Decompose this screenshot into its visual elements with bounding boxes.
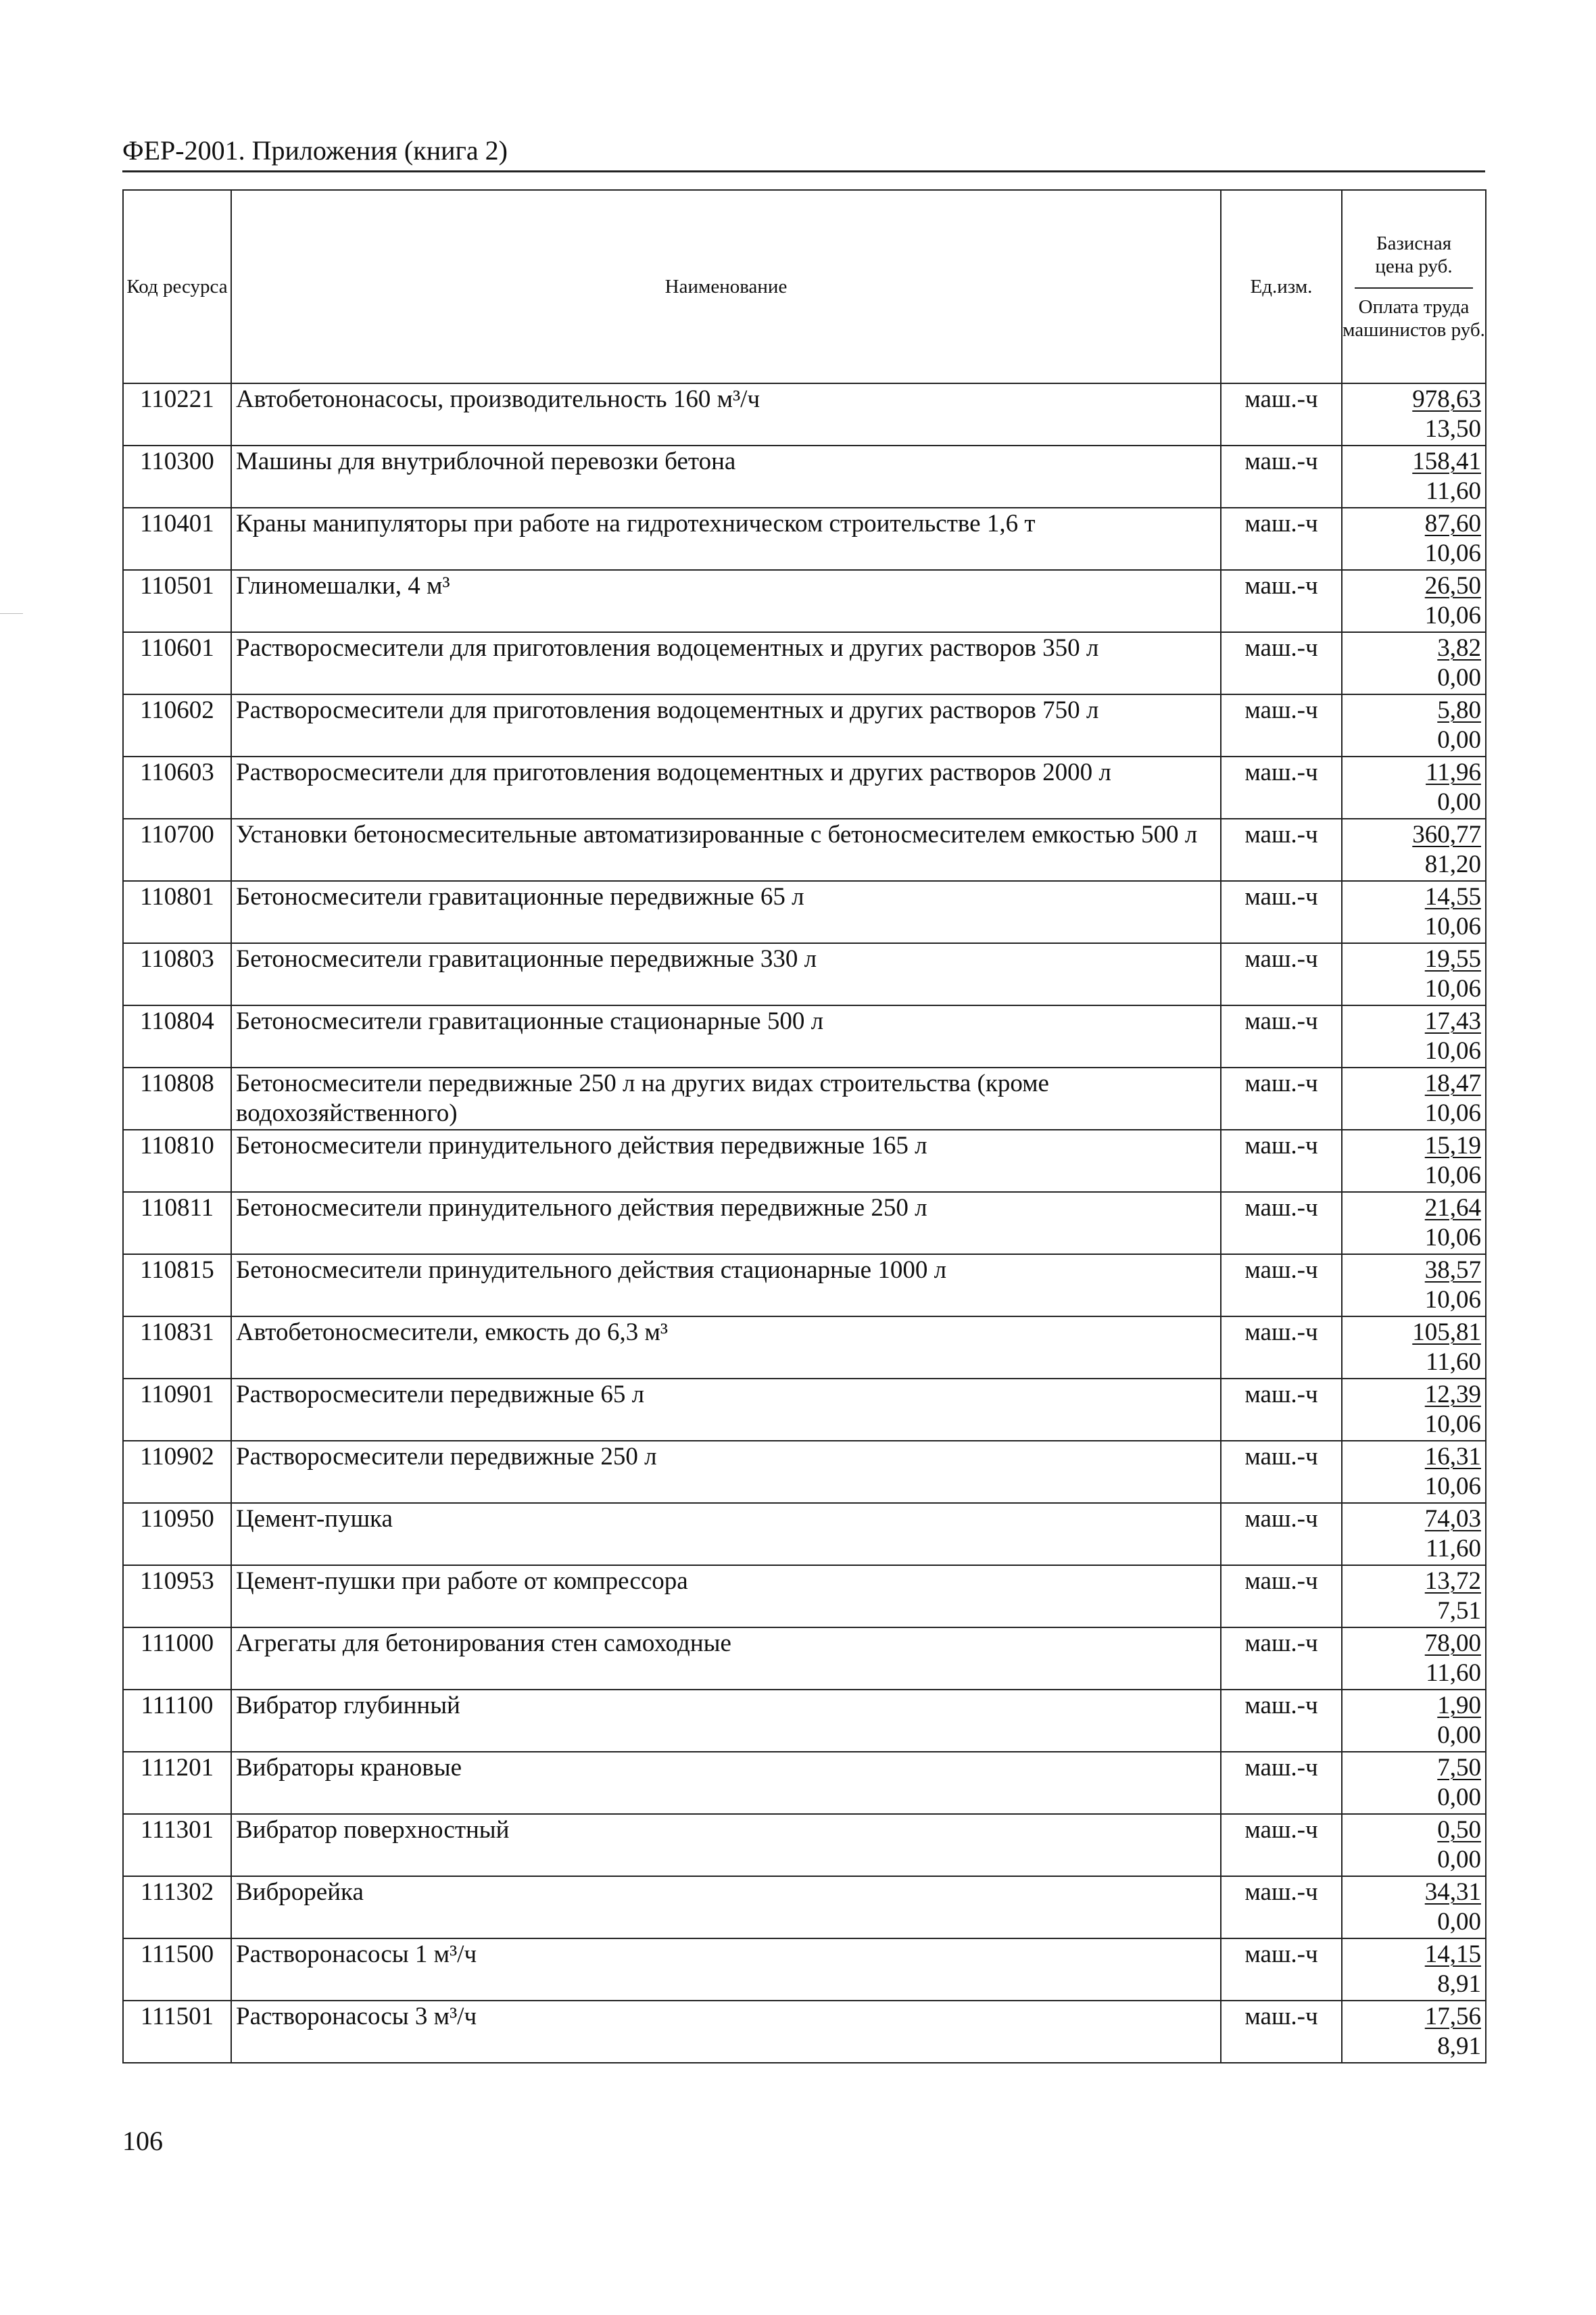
resource-name: Виброрейка (231, 1876, 1221, 1938)
resource-code: 110902 (123, 1441, 231, 1503)
table-row (123, 1192, 1486, 1254)
price-cell (1342, 632, 1486, 694)
table-header-row (123, 190, 1486, 383)
page-number: 106 (122, 2126, 163, 2156)
resource-name: Бетоносмесители принудительного действия стационарные 1000 л (231, 1254, 1221, 1316)
price-cell (1342, 1565, 1486, 1627)
resource-code: 110221 (123, 383, 231, 446)
price-cell (1342, 1752, 1486, 1814)
operator-wage: 10,06 (1424, 602, 1481, 629)
operator-wage: 81,20 (1424, 851, 1481, 878)
base-price: 13,72 (1424, 1567, 1481, 1595)
resource-name: Растворосмесители передвижные 65 л (231, 1379, 1221, 1441)
resource-name: Растворонасосы 3 м³/ч (231, 2001, 1221, 2063)
base-price: 0,50 (1437, 1816, 1481, 1844)
price-cell (1342, 508, 1486, 570)
base-price: 1,90 (1437, 1692, 1481, 1719)
resource-code: 110602 (123, 694, 231, 757)
resource-name: Цемент-пушка (231, 1503, 1221, 1565)
operator-wage: 0,00 (1437, 1721, 1481, 1749)
price-cell (1342, 1441, 1486, 1503)
base-price: 17,43 (1424, 1007, 1481, 1035)
operator-wage: 10,06 (1424, 1410, 1481, 1438)
base-price: 38,57 (1424, 1256, 1481, 1284)
base-price: 19,55 (1424, 945, 1481, 973)
unit-of-measure: маш.-ч (1221, 1814, 1342, 1876)
price-cell (1342, 1814, 1486, 1876)
table-row (123, 943, 1486, 1005)
unit-of-measure: маш.-ч (1221, 383, 1342, 446)
unit-of-measure: маш.-ч (1221, 1005, 1342, 1068)
resource-name: Глиномешалки, 4 м³ (231, 570, 1221, 632)
table-row (123, 1565, 1486, 1627)
resource-code: 111301 (123, 1814, 231, 1876)
operator-wage: 10,06 (1424, 1224, 1481, 1251)
price-cell (1342, 446, 1486, 508)
base-price: 21,64 (1424, 1194, 1481, 1222)
resource-name: Вибратор глубинный (231, 1690, 1221, 1752)
unit-of-measure: маш.-ч (1221, 943, 1342, 1005)
table-row (123, 508, 1486, 570)
table-row (123, 1690, 1486, 1752)
price-cell (1342, 2001, 1486, 2063)
operator-wage: 10,06 (1424, 1037, 1481, 1065)
resource-code: 110811 (123, 1192, 231, 1254)
unit-of-measure: маш.-ч (1221, 1130, 1342, 1192)
resource-code: 110831 (123, 1316, 231, 1379)
unit-of-measure: маш.-ч (1221, 1441, 1342, 1503)
table-row (123, 757, 1486, 819)
price-cell (1342, 881, 1486, 943)
resource-name: Вибратор поверхностный (231, 1814, 1221, 1876)
unit-of-measure: маш.-ч (1221, 819, 1342, 881)
resource-code: 110810 (123, 1130, 231, 1192)
unit-of-measure: маш.-ч (1221, 1627, 1342, 1690)
table-row (123, 881, 1486, 943)
resource-name: Бетоносмесители гравитационные передвижные 65 л (231, 881, 1221, 943)
resource-code: 110950 (123, 1503, 231, 1565)
resource-code: 111302 (123, 1876, 231, 1938)
operator-wage: 7,51 (1437, 1597, 1481, 1625)
resource-code: 110401 (123, 508, 231, 570)
resource-name: Бетоносмесители гравитационные стационарные 500 л (231, 1005, 1221, 1068)
unit-of-measure: маш.-ч (1221, 881, 1342, 943)
header-wage: Оплата труда машинистов руб. (1343, 296, 1485, 341)
operator-wage: 0,00 (1437, 1846, 1481, 1874)
price-cell (1342, 943, 1486, 1005)
resource-code: 110603 (123, 757, 231, 819)
base-price: 105,81 (1412, 1318, 1481, 1346)
price-cell (1342, 1690, 1486, 1752)
price-table (122, 189, 1486, 2063)
resource-name: Автобетононасосы, производительность 160 м³/ч (231, 383, 1221, 446)
unit-of-measure: маш.-ч (1221, 1565, 1342, 1627)
price-cell (1342, 1379, 1486, 1441)
resource-name: Агрегаты для бетонирования стен самоходные (231, 1627, 1221, 1690)
base-price: 14,15 (1424, 1940, 1481, 1968)
table-row (123, 1130, 1486, 1192)
price-cell (1342, 383, 1486, 446)
unit-of-measure: маш.-ч (1221, 1068, 1342, 1130)
unit-of-measure: маш.-ч (1221, 1192, 1342, 1254)
base-price: 11,96 (1426, 759, 1481, 786)
table-row (123, 1814, 1486, 1876)
price-cell (1342, 1503, 1486, 1565)
resource-code: 110815 (123, 1254, 231, 1316)
unit-of-measure: маш.-ч (1221, 1503, 1342, 1565)
resource-code: 110700 (123, 819, 231, 881)
price-cell (1342, 1005, 1486, 1068)
resource-code: 110300 (123, 446, 231, 508)
operator-wage: 0,00 (1437, 1784, 1481, 1811)
table-row (123, 694, 1486, 757)
price-cell (1342, 694, 1486, 757)
resource-name: Растворосмесители для приготовления водоцементных и других растворов 750 л (231, 694, 1221, 757)
resource-name: Цемент-пушки при работе от компрессора (231, 1565, 1221, 1627)
resource-code: 111000 (123, 1627, 231, 1690)
operator-wage: 10,06 (1424, 913, 1481, 940)
table-row (123, 1876, 1486, 1938)
operator-wage: 0,00 (1437, 664, 1481, 692)
operator-wage: 8,91 (1437, 1970, 1481, 1998)
resource-name: Машины для внутриблочной перевозки бетона (231, 446, 1221, 508)
base-price: 17,56 (1424, 2003, 1481, 2030)
table-row (123, 1005, 1486, 1068)
unit-of-measure: маш.-ч (1221, 446, 1342, 508)
base-price: 5,80 (1437, 696, 1481, 724)
resource-name: Бетоносмесители передвижные 250 л на других видах строительства (кроме водохозяйственного) (231, 1068, 1221, 1130)
price-cell (1342, 1876, 1486, 1938)
operator-wage: 10,06 (1424, 1162, 1481, 1189)
unit-of-measure: маш.-ч (1221, 1938, 1342, 2001)
base-price: 7,50 (1437, 1754, 1481, 1782)
resource-code: 111201 (123, 1752, 231, 1814)
header-price (1342, 190, 1486, 383)
price-cell (1342, 1254, 1486, 1316)
table-row (123, 1627, 1486, 1690)
base-price: 87,60 (1424, 510, 1481, 538)
resource-code: 110501 (123, 570, 231, 632)
base-price: 14,55 (1424, 883, 1481, 911)
unit-of-measure: маш.-ч (1221, 1876, 1342, 1938)
table-row (123, 1938, 1486, 2001)
unit-of-measure: маш.-ч (1221, 508, 1342, 570)
resource-code: 111100 (123, 1690, 231, 1752)
base-price: 158,41 (1412, 448, 1481, 475)
operator-wage: 11,60 (1426, 477, 1481, 505)
resource-name: Бетоносмесители принудительного действия передвижные 250 л (231, 1192, 1221, 1254)
operator-wage: 13,50 (1424, 415, 1481, 443)
resource-code: 111501 (123, 2001, 231, 2063)
price-cell (1342, 1627, 1486, 1690)
resource-name: Растворонасосы 1 м³/ч (231, 1938, 1221, 2001)
resource-name: Растворосмесители передвижные 250 л (231, 1441, 1221, 1503)
unit-of-measure: маш.-ч (1221, 1254, 1342, 1316)
table-body (123, 383, 1486, 2063)
price-cell (1342, 1192, 1486, 1254)
table-row (123, 632, 1486, 694)
header-code: Код ресурса (123, 190, 231, 383)
table-row (123, 2001, 1486, 2063)
base-price: 34,31 (1424, 1878, 1481, 1906)
page-title: ФЕР-2001. Приложения (книга 2) (122, 135, 508, 166)
operator-wage: 10,06 (1424, 540, 1481, 567)
operator-wage: 8,91 (1437, 2032, 1481, 2060)
operator-wage: 0,00 (1437, 726, 1481, 754)
resource-code: 110953 (123, 1565, 231, 1627)
resource-code: 110808 (123, 1068, 231, 1130)
table-row (123, 1379, 1486, 1441)
resource-name: Краны манипуляторы при работе на гидротехническом строительстве 1,6 т (231, 508, 1221, 570)
table-row (123, 570, 1486, 632)
header-name: Наименование (231, 190, 1221, 383)
resource-code: 110601 (123, 632, 231, 694)
price-cell (1342, 1316, 1486, 1379)
resource-name: Бетоносмесители гравитационные передвижные 330 л (231, 943, 1221, 1005)
operator-wage: 10,06 (1424, 1099, 1481, 1127)
unit-of-measure: маш.-ч (1221, 1316, 1342, 1379)
unit-of-measure: маш.-ч (1221, 1379, 1342, 1441)
base-price: 3,82 (1437, 634, 1481, 662)
base-price: 15,19 (1424, 1132, 1481, 1160)
price-cell (1342, 819, 1486, 881)
unit-of-measure: маш.-ч (1221, 570, 1342, 632)
table-row (123, 1316, 1486, 1379)
price-cell (1342, 757, 1486, 819)
price-cell (1342, 1068, 1486, 1130)
base-price: 18,47 (1424, 1070, 1481, 1097)
unit-of-measure: маш.-ч (1221, 632, 1342, 694)
table-row (123, 1752, 1486, 1814)
resource-code: 111500 (123, 1938, 231, 2001)
resource-code: 110901 (123, 1379, 231, 1441)
resource-name: Бетоносмесители принудительного действия передвижные 165 л (231, 1130, 1221, 1192)
resource-name: Установки бетоносмесительные автоматизированные с бетоносмесителем емкостью 500 л (231, 819, 1221, 881)
table-row (123, 1254, 1486, 1316)
unit-of-measure: маш.-ч (1221, 694, 1342, 757)
base-price: 16,31 (1424, 1443, 1481, 1471)
base-price: 78,00 (1424, 1629, 1481, 1657)
operator-wage: 10,06 (1424, 1473, 1481, 1500)
resource-name: Вибраторы крановые (231, 1752, 1221, 1814)
resource-name: Растворосмесители для приготовления водоцементных и других растворов 2000 л (231, 757, 1221, 819)
unit-of-measure: маш.-ч (1221, 2001, 1342, 2063)
table-row (123, 819, 1486, 881)
page-header (122, 131, 1485, 172)
price-cell (1342, 570, 1486, 632)
resource-code: 110803 (123, 943, 231, 1005)
base-price: 978,63 (1412, 385, 1481, 413)
table-row (123, 1503, 1486, 1565)
table-row (123, 1441, 1486, 1503)
margin-mark (0, 613, 23, 614)
header-base-price: Базисная цена руб. (1355, 232, 1473, 289)
resource-code: 110804 (123, 1005, 231, 1068)
base-price: 74,03 (1424, 1505, 1481, 1533)
table-row (123, 1068, 1486, 1130)
table-row (123, 446, 1486, 508)
price-cell (1342, 1938, 1486, 2001)
operator-wage: 0,00 (1437, 1908, 1481, 1936)
resource-code: 110801 (123, 881, 231, 943)
base-price: 26,50 (1424, 572, 1481, 600)
price-cell (1342, 1130, 1486, 1192)
header-unit: Ед.изм. (1221, 190, 1342, 383)
resource-name: Автобетоносмесители, емкость до 6,3 м³ (231, 1316, 1221, 1379)
unit-of-measure: маш.-ч (1221, 1690, 1342, 1752)
operator-wage: 11,60 (1426, 1348, 1481, 1376)
unit-of-measure: маш.-ч (1221, 757, 1342, 819)
base-price: 12,39 (1424, 1381, 1481, 1408)
table-row (123, 383, 1486, 446)
operator-wage: 10,06 (1424, 1286, 1481, 1314)
unit-of-measure: маш.-ч (1221, 1752, 1342, 1814)
resource-name: Растворосмесители для приготовления водоцементных и других растворов 350 л (231, 632, 1221, 694)
operator-wage: 10,06 (1424, 975, 1481, 1003)
operator-wage: 11,60 (1426, 1535, 1481, 1562)
base-price: 360,77 (1412, 821, 1481, 849)
operator-wage: 11,60 (1426, 1659, 1481, 1687)
operator-wage: 0,00 (1437, 788, 1481, 816)
